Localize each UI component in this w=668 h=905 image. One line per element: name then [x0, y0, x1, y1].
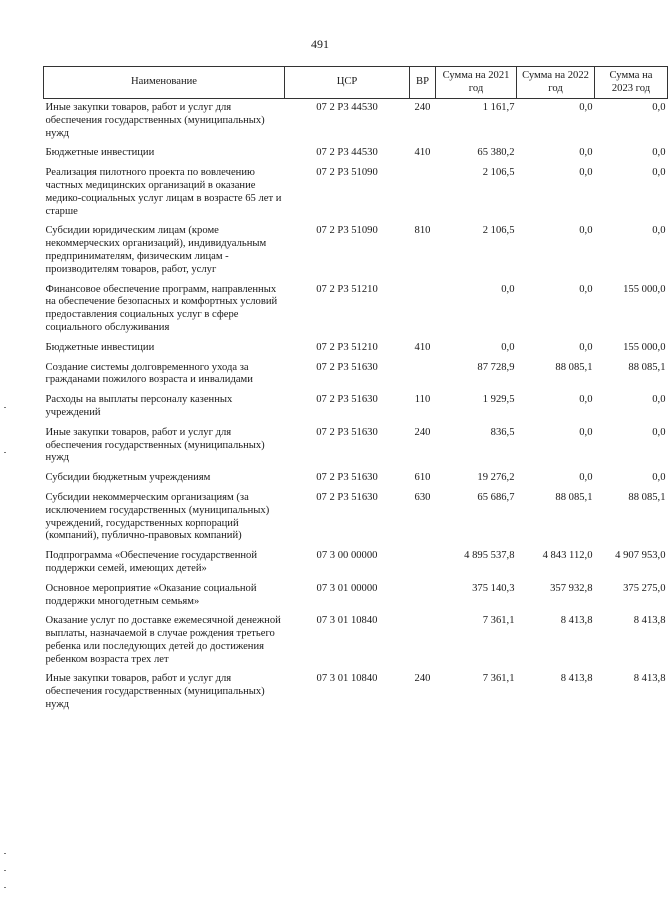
header-sum-2023: Сумма на 2023 год — [595, 67, 668, 99]
row-csr: 07 2 Р3 51210 — [316, 341, 378, 353]
row-sum-2021: 0,0 — [501, 341, 515, 353]
row-sum-2023: 88 085,1 — [628, 491, 666, 503]
row-sum-2023: 155 000,0 — [623, 341, 666, 353]
table-row — [44, 362, 668, 395]
row-sum-2023: 0,0 — [652, 426, 666, 438]
row-sum-2021: 7 361,1 — [482, 673, 515, 685]
table-row — [44, 583, 668, 616]
row-vr: 240 — [414, 673, 431, 685]
row-name: Субсидии бюджетным учреждениям — [45, 472, 211, 484]
row-sum-2021: 0,0 — [501, 283, 515, 295]
table-row — [44, 284, 668, 342]
row-name: Подпрограмма «Обеспечение государственной поддержки семей, имеющих детей» — [45, 550, 258, 574]
row-name: Субсидии некоммерческим организациям (за исключением государственных (муниципальных) учреждений, государственных корпораций (компаний), публично-правовых компаний) — [45, 491, 270, 542]
table-row — [44, 225, 668, 283]
row-vr: 410 — [414, 147, 431, 159]
row-sum-2022: 357 932,8 — [550, 582, 593, 594]
row-sum-2023: 0,0 — [652, 225, 666, 237]
row-sum-2022: 4 843 112,0 — [542, 550, 593, 562]
table-row — [44, 492, 668, 550]
row-csr: 07 2 Р3 51630 — [316, 426, 378, 438]
row-sum-2023: 155 000,0 — [623, 283, 666, 295]
row-csr: 07 2 Р3 44530 — [316, 147, 378, 159]
row-sum-2021: 2 106,5 — [482, 225, 515, 237]
row-name: Финансовое обеспечение программ, направленных на обеспечение безопасных и комфортных условий предоставления социальных услуг в сфере социального обслуживания — [45, 283, 278, 333]
row-sum-2023: 8 413,8 — [633, 615, 666, 627]
row-sum-2023: 375 275,0 — [623, 582, 666, 594]
row-vr — [410, 284, 436, 342]
row-vr: 240 — [414, 426, 431, 438]
table-row — [44, 673, 668, 718]
row-sum-2022: 0,0 — [579, 341, 593, 353]
row-name: Бюджетные инвестиции — [45, 341, 155, 353]
header-csr: ЦСР — [285, 67, 410, 99]
row-vr: 810 — [414, 225, 431, 237]
row-sum-2022: 0,0 — [579, 426, 593, 438]
scan-mark — [4, 407, 6, 408]
budget-table — [43, 66, 668, 719]
row-sum-2021: 19 276,2 — [477, 472, 515, 484]
row-name: Иные закупки товаров, работ и услуг для обеспечения государственных (муниципальных) нужд — [45, 102, 265, 139]
row-sum-2023: 0,0 — [652, 167, 666, 179]
row-csr: 07 3 00 00000 — [316, 550, 378, 562]
row-sum-2022: 0,0 — [579, 283, 593, 295]
header-sum-2022: Сумма на 2022 год — [517, 67, 595, 99]
scan-mark — [4, 887, 6, 888]
row-name: Основное мероприятие «Оказание социальной поддержки многодетным семьям» — [45, 582, 257, 607]
row-csr: 07 2 Р3 51090 — [316, 167, 378, 179]
row-sum-2021: 65 686,7 — [477, 491, 515, 503]
row-sum-2022: 88 085,1 — [555, 491, 593, 503]
row-sum-2022: 8 413,8 — [560, 673, 593, 685]
row-sum-2023: 0,0 — [652, 102, 666, 113]
row-csr: 07 3 01 10840 — [316, 673, 378, 685]
table-row — [44, 147, 668, 167]
row-vr: 630 — [414, 491, 431, 503]
row-sum-2023: 88 085,1 — [628, 361, 666, 373]
header-name: Наименование — [44, 67, 285, 99]
row-sum-2022: 0,0 — [579, 394, 593, 406]
row-sum-2021: 1 161,7 — [482, 102, 515, 113]
row-sum-2021: 65 380,2 — [477, 147, 515, 159]
table-row — [44, 342, 668, 362]
row-csr: 07 2 Р3 51630 — [316, 394, 378, 406]
row-csr: 07 3 01 10840 — [316, 615, 378, 627]
row-sum-2023: 0,0 — [652, 147, 666, 159]
row-vr: 240 — [414, 102, 431, 113]
row-name: Расходы на выплаты персоналу казенных учреждений — [45, 394, 233, 418]
row-sum-2023: 8 413,8 — [633, 673, 666, 685]
page-number: 491 — [311, 37, 329, 51]
row-csr: 07 2 Р3 51090 — [316, 225, 378, 237]
row-csr: 07 2 Р3 51210 — [316, 283, 378, 295]
row-sum-2022: 0,0 — [579, 472, 593, 484]
table-row — [44, 99, 668, 148]
row-sum-2022: 8 413,8 — [560, 615, 593, 627]
row-vr — [410, 550, 436, 583]
row-sum-2023: 0,0 — [652, 472, 666, 484]
header-vr: ВР — [410, 67, 436, 99]
row-name: Оказание услуг по доставке ежемесячной денежной выплаты, назначаемой в случае рождения третьего ребенка или последующих детей до достижения ребенком возраста трех лет — [45, 615, 281, 665]
row-sum-2022: 0,0 — [579, 167, 593, 179]
row-sum-2021: 836,5 — [490, 426, 515, 438]
row-sum-2022: 0,0 — [579, 225, 593, 237]
table-row — [44, 394, 668, 427]
row-sum-2022: 88 085,1 — [555, 361, 593, 373]
table-row — [44, 615, 668, 673]
row-csr: 07 2 Р3 44530 — [316, 102, 378, 113]
row-sum-2021: 4 895 537,8 — [464, 550, 515, 562]
table-row — [44, 472, 668, 492]
scan-mark — [4, 853, 6, 854]
table-row — [44, 167, 668, 225]
row-csr: 07 3 01 00000 — [316, 582, 378, 594]
row-sum-2021: 1 929,5 — [482, 394, 515, 406]
row-vr — [410, 615, 436, 673]
row-vr: 110 — [414, 394, 431, 406]
row-sum-2021: 87 728,9 — [477, 361, 515, 373]
row-vr — [410, 583, 436, 616]
row-name: Бюджетные инвестиции — [45, 147, 155, 159]
row-sum-2023: 4 907 953,0 — [615, 550, 666, 562]
row-sum-2022: 0,0 — [579, 102, 593, 113]
row-sum-2021: 375 140,3 — [472, 582, 515, 594]
row-name: Иные закупки товаров, работ и услуг для обеспечения государственных (муниципальных) нужд — [45, 426, 265, 464]
table-row — [44, 550, 668, 583]
scan-mark — [4, 452, 6, 453]
row-csr: 07 2 Р3 51630 — [316, 491, 378, 503]
row-vr — [410, 362, 436, 395]
row-csr: 07 2 Р3 51630 — [316, 472, 378, 484]
row-vr — [410, 167, 436, 225]
row-sum-2021: 2 106,5 — [482, 167, 515, 179]
row-name: Реализация пилотного проекта по вовлечению частных медицинских организаций в оказание медико-социальных услуг лицам в возрасте 65 лет и старше — [45, 167, 282, 217]
row-sum-2022: 0,0 — [579, 147, 593, 159]
row-vr: 610 — [414, 472, 431, 484]
table-body — [44, 99, 668, 719]
row-csr: 07 2 Р3 51630 — [316, 361, 378, 373]
row-name: Создание системы долговременного ухода за гражданами пожилого возраста и инвалидами — [45, 361, 253, 386]
scan-mark — [4, 870, 6, 871]
table-row — [44, 427, 668, 472]
table-header — [44, 67, 668, 99]
row-sum-2023: 0,0 — [652, 394, 666, 406]
row-name: Субсидии юридическим лицам (кроме некоммерческих организаций), индивидуальным предпринимателям, физическим лицам - производителям товаров, работ, услуг — [45, 225, 267, 275]
row-vr: 410 — [414, 341, 431, 353]
header-sum-2021: Сумма на 2021 год — [436, 67, 517, 99]
row-sum-2021: 7 361,1 — [482, 615, 515, 627]
row-name: Иные закупки товаров, работ и услуг для обеспечения государственных (муниципальных) нужд — [45, 673, 265, 711]
